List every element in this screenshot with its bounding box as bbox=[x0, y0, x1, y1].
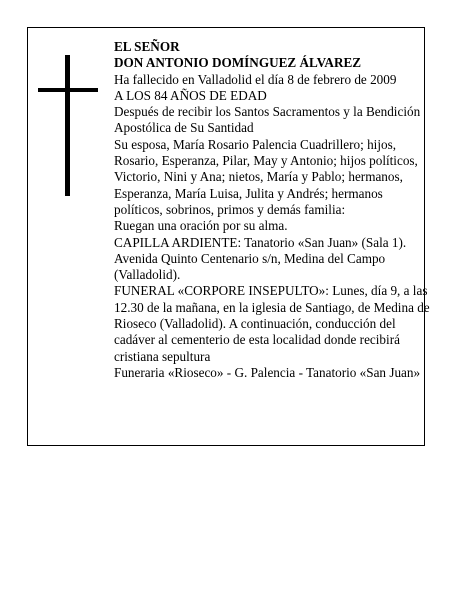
cross-horizontal-bar bbox=[38, 88, 98, 92]
age-statement: A LOS 84 AÑOS DE EDAD bbox=[114, 87, 267, 103]
funeral-info: FUNERAL «CORPORE INSEPULTO»: Lunes, día 9, a las 12.30 de la mañana, en la iglesia de Santiago, de Medina de Rioseco (Valladolid). A continuación, conducción del cadáver al cementerio de esta localidad donde recibirá cristiana sepultura bbox=[114, 283, 430, 364]
obituary-text bbox=[114, 39, 432, 381]
cross-vertical-bar bbox=[65, 55, 70, 196]
family-list: Su esposa, María Rosario Palencia Cuadrillero; hijos, Rosario, Esperanza, Pilar, May y Antonio; hijos políticos, Victorio, Nini y Ana; nietos, María y Pablo; hermanos, Esperanza, María Luisa, Julita y Andrés; hermanos políticos, sobrinos, primos y demás familia: bbox=[114, 136, 418, 217]
latin-cross-icon bbox=[38, 55, 98, 196]
title-line-1: EL SEÑOR bbox=[114, 39, 180, 54]
death-statement: Ha fallecido en Valladolid el día 8 de febrero de 2009 bbox=[114, 71, 397, 87]
sacraments-statement: Después de recibir los Santos Sacramentos y la Bendición Apostólica de Su Santidad bbox=[114, 104, 421, 136]
funeral-home-line: Funeraria «Rioseco» - G. Palencia - Tanatorio «San Juan» bbox=[114, 364, 421, 380]
prayer-request: Ruegan una oración por su alma. bbox=[114, 218, 288, 234]
chapel-info: CAPILLA ARDIENTE: Tanatorio «San Juan» (Sala 1). Avenida Quinto Centenario s/n, Medina del Campo (Valladolid). bbox=[114, 234, 407, 283]
deceased-name: DON ANTONIO DOMÍNGUEZ ÁLVAREZ bbox=[114, 55, 362, 71]
